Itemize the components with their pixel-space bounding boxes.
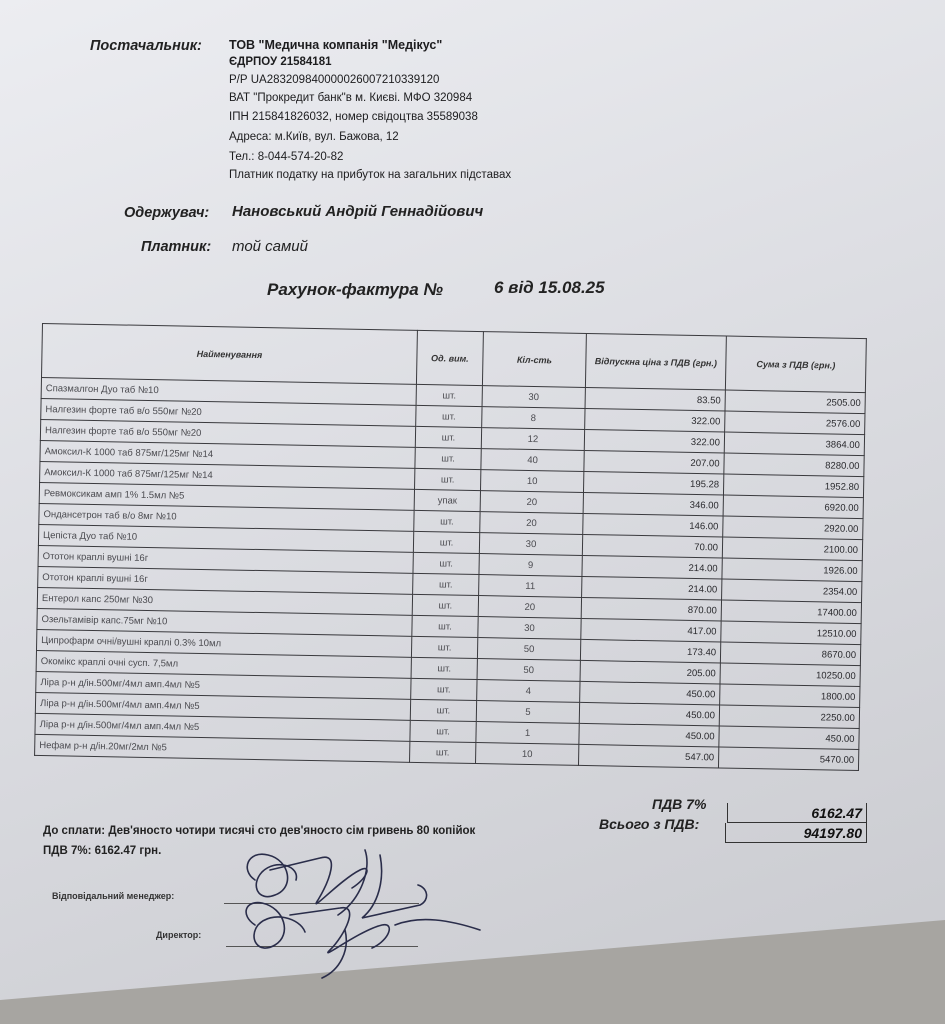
- item-sum: 1952.80: [723, 474, 863, 498]
- item-price: 214.00: [582, 555, 722, 579]
- invoice-title: Рахунок-фактура №: [267, 280, 443, 299]
- item-unit: шт.: [416, 384, 482, 406]
- supplier-line-4: ВАТ "Прокредит банк"в м. Києві. МФО 320984: [229, 92, 473, 104]
- item-unit: шт.: [410, 741, 476, 763]
- item-price: 322.00: [585, 408, 725, 432]
- item-name: Окомікс краплі очні сусп. 7,5мл: [36, 650, 411, 678]
- manager-signature-label: Відповідальний менеджер:: [52, 891, 175, 901]
- item-name: Амоксил-К 1000 таб 875мг/125мг №14: [40, 461, 415, 489]
- supplier-line-1: ТОВ "Медична компанія "Медікус": [229, 38, 443, 52]
- item-qty: 5: [476, 701, 579, 724]
- item-unit: шт.: [416, 405, 482, 427]
- item-sum: 8280.00: [724, 453, 864, 477]
- vat-value: 6162.47: [727, 803, 867, 823]
- item-price: 346.00: [583, 492, 723, 516]
- item-sum: 17400.00: [721, 600, 861, 624]
- supplier-line-3: Р/Р UA283209840000026007210339120: [229, 74, 440, 86]
- item-price: 195.28: [583, 471, 723, 495]
- item-unit: шт.: [412, 594, 478, 616]
- item-sum: 2505.00: [725, 390, 865, 414]
- item-name: Цепіста Дуо таб №10: [38, 524, 413, 552]
- manager-signature-line: [224, 903, 419, 904]
- item-price: 450.00: [580, 681, 720, 705]
- header-unit: Од. вим.: [416, 330, 483, 385]
- item-qty: 12: [481, 428, 584, 451]
- item-qty: 10: [481, 470, 584, 493]
- item-unit: шт.: [411, 636, 477, 658]
- director-signature-line: [226, 946, 418, 947]
- item-sum: 2250.00: [719, 705, 859, 729]
- header-price: Відпускна ціна з ПДВ (грн.): [585, 333, 726, 390]
- item-name: Налгезин форте таб в/о 550мг №20: [41, 398, 416, 426]
- item-qty: 50: [477, 638, 580, 661]
- item-price: 450.00: [579, 723, 719, 747]
- supplier-line-7: Тел.: 8-044-574-20-82: [229, 151, 344, 163]
- item-price: 214.00: [582, 576, 722, 600]
- item-unit: шт.: [410, 720, 476, 742]
- item-sum: 10250.00: [720, 663, 860, 687]
- item-name: Ондансетрон таб в/о 8мг №10: [39, 503, 414, 531]
- items-table: [34, 323, 867, 771]
- item-unit: шт.: [414, 510, 480, 532]
- item-price: 547.00: [578, 744, 718, 768]
- item-name: Ентерол капс 250мг №30: [37, 587, 412, 615]
- supplier-line-5: ІПН 215841826032, номер свідоцтва 35589038: [229, 111, 478, 123]
- supplier-label: Постачальник:: [90, 38, 202, 54]
- header-qty: Кіл-сть: [482, 332, 586, 388]
- item-qty: 20: [478, 596, 581, 619]
- supplier-line-8: Платник податку на прибуток на загальних підставах: [229, 169, 512, 181]
- item-name: Ототон краплі вушні 16г: [38, 566, 413, 594]
- item-price: 146.00: [583, 513, 723, 537]
- payment-amount-words: До сплати: Дев'яносто чотири тисячі сто дев'яносто сім гривень 80 копійок: [43, 825, 476, 837]
- item-name: Ліра р-н д/ін.500мг/4мл амп.4мл №5: [36, 671, 411, 699]
- item-sum: 2100.00: [722, 537, 862, 561]
- item-sum: 6920.00: [723, 495, 863, 519]
- item-qty: 40: [481, 449, 584, 472]
- item-qty: 8: [482, 407, 585, 430]
- item-unit: шт.: [413, 552, 479, 574]
- item-qty: 9: [479, 554, 582, 577]
- payer-label: Платник:: [141, 239, 212, 255]
- item-name: Ототон краплі вушні 16г: [38, 545, 413, 573]
- invoice-number: 6 від 15.08.25: [494, 278, 605, 297]
- supplier-line-6: Адреса: м.Київ, вул. Бажова, 12: [229, 131, 399, 143]
- item-price: 83.50: [585, 387, 725, 411]
- item-price: 173.40: [580, 639, 720, 663]
- item-qty: 30: [482, 386, 585, 409]
- item-unit: шт.: [410, 699, 476, 721]
- total-label: Всього з ПДВ:: [599, 816, 700, 832]
- item-name: Амоксил-К 1000 таб 875мг/125мг №14: [40, 440, 415, 468]
- item-name: Налгезин форте таб в/о 550мг №20: [40, 419, 415, 447]
- item-price: 205.00: [580, 660, 720, 684]
- item-unit: упак: [414, 489, 480, 511]
- item-price: 207.00: [584, 450, 724, 474]
- item-unit: шт.: [415, 468, 481, 490]
- item-unit: шт.: [411, 678, 477, 700]
- item-qty: 11: [479, 575, 582, 598]
- item-name: Озельтамівір капс.75мг №10: [37, 608, 412, 636]
- item-name: Ліра р-н д/ін.500мг/4мл амп.4мл №5: [35, 713, 410, 741]
- item-sum: 2354.00: [722, 579, 862, 603]
- header-sum: Сума з ПДВ (грн.): [725, 336, 866, 393]
- items-table-wrap: [33, 323, 867, 805]
- item-qty: 20: [480, 491, 583, 514]
- item-name: Ліра р-н д/ін.500мг/4мл амп.4мл №5: [35, 692, 410, 720]
- total-value: 94197.80: [725, 823, 867, 843]
- item-sum: 3864.00: [724, 432, 864, 456]
- item-qty: 20: [480, 512, 583, 535]
- item-name: Ципрофарм очні/вушні краплі 0.3% 10мл: [36, 629, 411, 657]
- item-sum: 450.00: [719, 726, 859, 750]
- item-price: 450.00: [579, 702, 719, 726]
- item-unit: шт.: [411, 657, 477, 679]
- item-sum: 5470.00: [718, 747, 858, 771]
- item-sum: 2920.00: [723, 516, 863, 540]
- item-name: Ревмоксикам амп 1% 1.5мл №5: [39, 482, 414, 510]
- item-sum: 8670.00: [720, 642, 860, 666]
- item-unit: шт.: [413, 573, 479, 595]
- item-name: Нефам р-н д/ін.20мг/2мл №5: [35, 734, 410, 762]
- item-qty: 10: [476, 743, 579, 766]
- item-price: 870.00: [581, 597, 721, 621]
- item-price: 417.00: [581, 618, 721, 642]
- item-price: 70.00: [582, 534, 722, 558]
- payer-value: той самий: [232, 238, 308, 255]
- recipient-name: Нановський Андрій Геннадійович: [232, 203, 484, 220]
- item-sum: 1800.00: [720, 684, 860, 708]
- item-qty: 1: [476, 722, 579, 745]
- item-qty: 30: [479, 533, 582, 556]
- item-unit: шт.: [413, 531, 479, 553]
- item-sum: 12510.00: [721, 621, 861, 645]
- item-price: 322.00: [584, 429, 724, 453]
- item-name: Спазмалгон Дуо таб №10: [41, 378, 416, 406]
- vat-label: ПДВ 7%: [652, 796, 707, 812]
- item-unit: шт.: [415, 447, 481, 469]
- supplier-line-2: ЄДРПОУ 21584181: [229, 56, 332, 68]
- item-qty: 30: [478, 617, 581, 640]
- item-qty: 4: [477, 680, 580, 703]
- payment-vat: ПДВ 7%: 6162.47 грн.: [43, 845, 162, 857]
- item-qty: 50: [477, 659, 580, 682]
- header-name: Найменування: [42, 324, 418, 385]
- item-sum: 1926.00: [722, 558, 862, 582]
- item-unit: шт.: [412, 615, 478, 637]
- director-signature-label: Директор:: [156, 930, 202, 940]
- recipient-label: Одержувач:: [124, 205, 210, 221]
- item-sum: 2576.00: [725, 411, 865, 435]
- item-unit: шт.: [415, 426, 481, 448]
